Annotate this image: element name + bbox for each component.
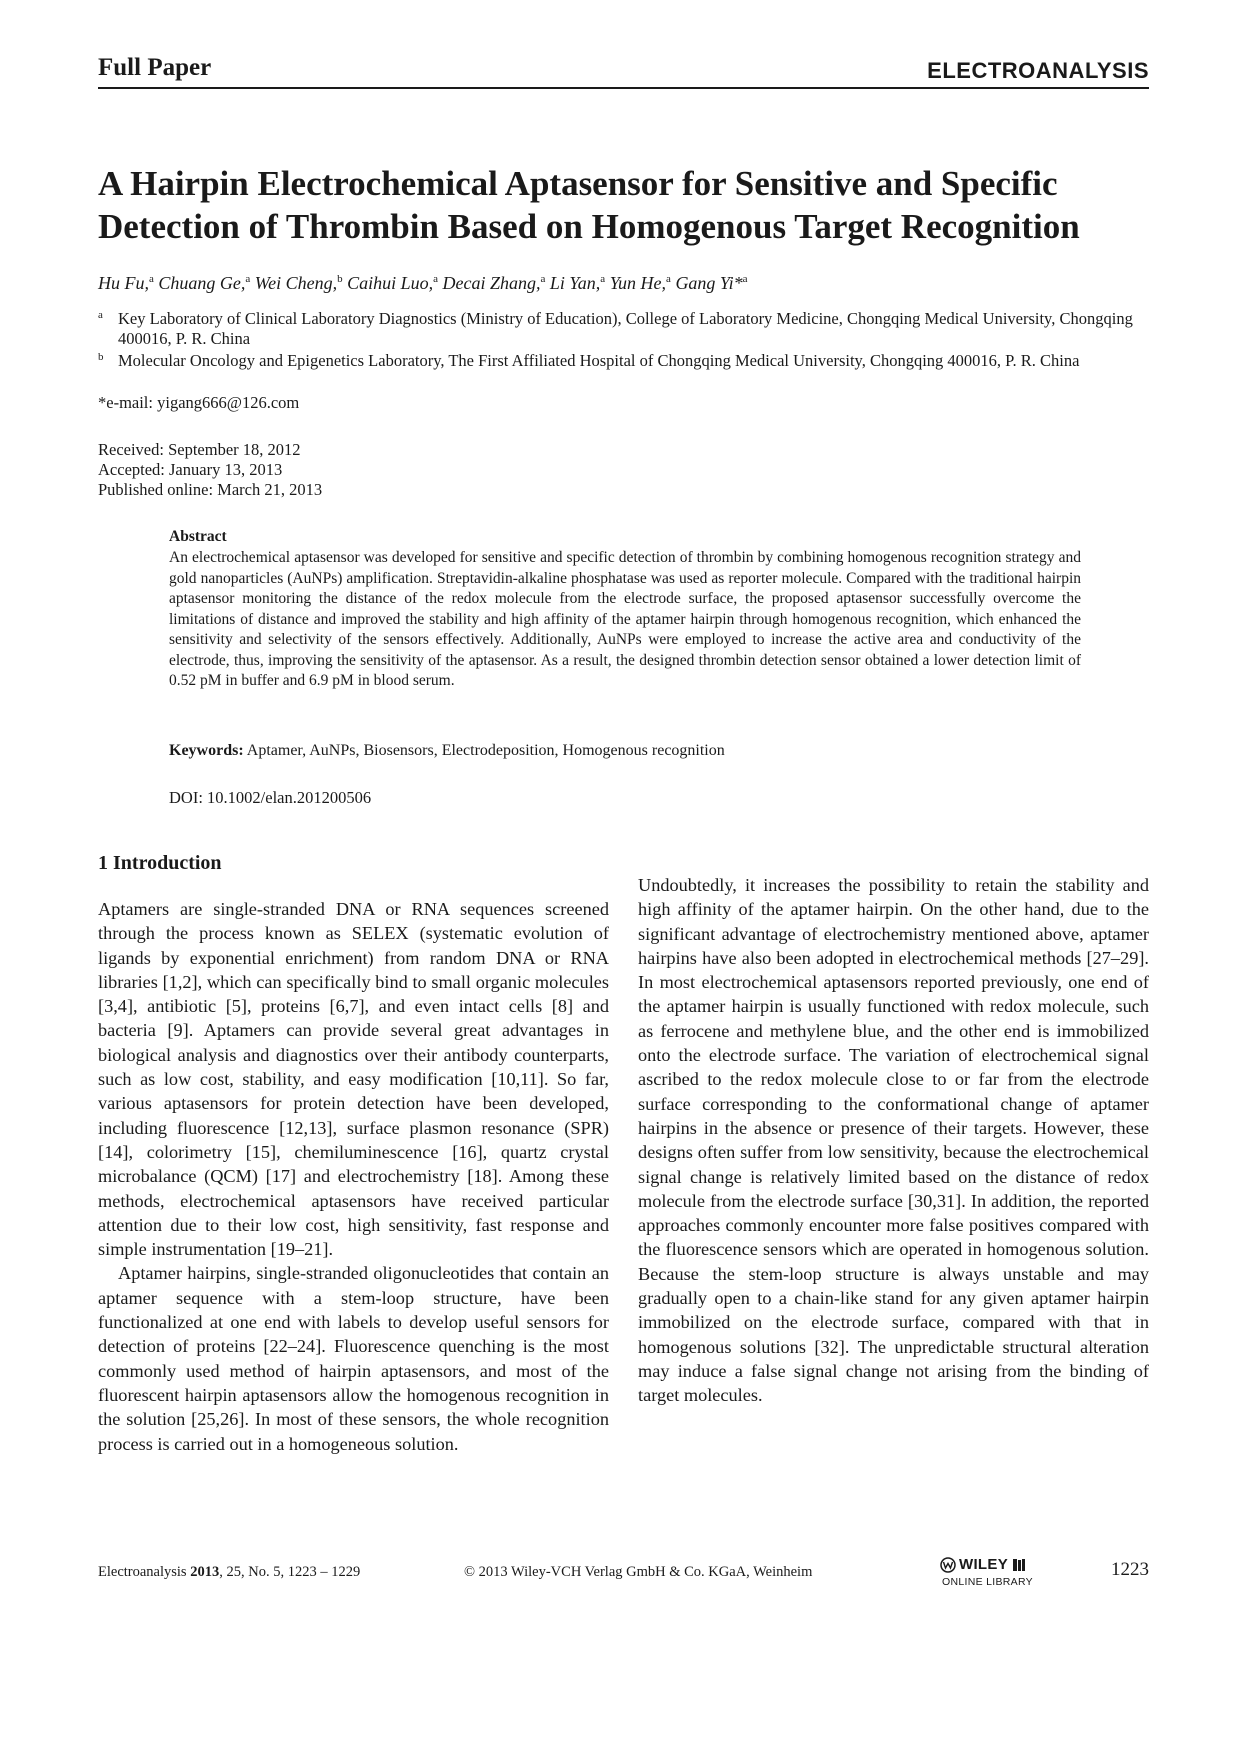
author: Li Yan,$^a$ [549,273,606,293]
journal-name: ELECTROANALYSIS [927,58,1149,83]
footer-year: 2013 [190,1564,220,1580]
book-icon [1011,1557,1027,1573]
doi: DOI: 10.1002/elan.201200506 [169,788,372,807]
footer-copyright: © 2013 Wiley-VCH Verlag GmbH & Co. KGaA, Weinheim [464,1564,813,1580]
author: Decai Zhang,$^a$ [442,273,546,293]
keywords-text: Aptamer, AuNPs, Biosensors, Electrodeposition, Homogenous recognition [246,742,725,759]
published-date: Published online: March 21, 2013 [98,480,323,499]
keywords-label: Keywords: [169,742,244,759]
author: Gang Yi*$^a$ [675,273,748,293]
column-right [638,873,1149,1408]
paragraph: Aptamers are single-stranded DNA or RNA sequences screened through the process known as SELEX (systematic evolution of ligands by exponential enrichment) from random DNA or RNA libraries [1,2], which can specifically bind to small organic molecules [3,4], antibiotic [5], proteins [6,7], and even intact cells [8] and bacteria [9]. Aptamers can provide several great advantages in biological analysis and diagnostics over their antibody counterparts, such as low cost, stability, and easy modification [10,11]. So far, various aptasensors for protein detection have been developed, including fluorescence [12,13], surface plasmon resonance (SPR) [14], colorimetry [15], chemiluminescence [16], quartz crystal microbalance (QCM) [17] and electrochemistry [18]. Among these methods, electrochemical aptasensors have received particular attention due to their low cost, high sensitivity, fast response and simple instrumentation [19–21]. [98,899,609,1260]
author: Yun He,$^a$ [609,273,671,293]
author: Caihui Luo,$^a$ [347,273,439,293]
affiliation-mark: b [98,351,104,363]
abstract-text: An electrochemical aptasensor was developed for sensitive and specific detection of thrombin by combining homogenous recognition strategy and gold nanoparticles (AuNPs) amplification. Streptavidin-alkaline phosphatase was used as reporter molecule. Compared with the traditional hairpin aptasensor monitoring the distance of the redox molecule from the electrode surface, the proposed aptasensor successfully overcome the limitations of distance and improved the stability and high affinity of the aptamer hairpin through homogenous recognition, which enhanced the sensitivity and selectivity of the sensors effectively. Additionally, AuNPs were employed to increase the active area and conductivity of the electrode, thus, improving the sensitivity of the aptasensor. As a result, the designed thrombin detection sensor obtained a lower detection limit of 0.52 pM in buffer and 6.9 pM in blood serum. [169,549,1081,689]
paragraph: Aptamer hairpins, single-stranded oligonucleotides that contain an aptamer sequence with a stem-loop structure, have been functionalized at one end with labels to develop useful sensors for detection of proteins [22–24]. Fluorescence quenching is the most commonly used method of hairpin aptasensors, and most of the fluorescent hairpin aptasensors allow the homogenous recognition in the solution [25,26]. In most of these sensors, the whole recognition process is carried out in a homogeneous solution. [98,1263,609,1454]
author: Chuang Ge,$^a$ [158,273,251,293]
affiliation-a [98,309,1148,349]
affiliation-b [98,351,1148,371]
column-left [98,897,609,1456]
author: Wei Cheng,$^b$ [254,273,343,293]
section-label: Full Paper [98,54,212,81]
paragraph: Undoubtedly, it increases the possibility to retain the stability and high affinity of the aptamer hairpin. On the other hand, due to the significant advantage of electrochemistry mentioned above, aptamer hairpins have also been adopted in electrochemical methods [27–29]. In most electrochemical aptasensors reported previously, one end of the aptamer hairpin is usually functioned with redox molecule, such as ferrocene and methylene blue, and the other end is immobilized onto the electrode surface. The variation of electrochemical signal ascribed to the redox molecule close to or far from the electrode surface corresponding to the conformational change of aptamer hairpins in the absence or presence of their targets. However, these designs often suffer from low sensitivity, because the electrochemical signal change is relatively limited based on the distance of redox molecule from the electrode surface [30,31]. In addition, the reported approaches commonly encounter more false positives compared with the fluorescence sensors which are operated in homogenous solution. Because the stem-loop structure is always unstable and may gradually open to a chain-like stand for any given aptamer hairpin immobilized on the electrode surface, compared with that in homogenous solutions [32]. The unpredictable structural alteration may induce a false signal change not arising from the binding of target molecules. [638,875,1149,1406]
header-rule [98,87,1149,89]
footer-journal: Electroanalysis [98,1564,187,1580]
wiley-logo [940,1556,1050,1592]
accepted-date: Accepted: January 13, 2013 [98,460,283,479]
corresponding-email: *e-mail: yigang666@126.com [98,393,300,412]
received-date: Received: September 18, 2012 [98,440,301,459]
author-list [98,273,748,294]
affiliation-mark: a [98,309,103,321]
section-heading-introduction: 1 Introduction [98,852,222,874]
page-number: 1223 [1111,1559,1149,1580]
wiley-emblem-icon [940,1557,956,1573]
abstract-heading: Abstract [169,528,227,545]
author: Hu Fu,$^a$ [98,273,154,293]
footer-citation [98,1564,360,1581]
article-dates [98,440,322,500]
footer-volume: , 25, No. 5, 1223 – 1229 [219,1564,361,1580]
paper-title: A Hairpin Electrochemical Aptasensor for Sensitive and Specific Detection of Thrombin Based on Homogenous Target Recognition [98,164,1080,246]
keywords [169,742,725,760]
wiley-wordmark: WILEY [959,1556,1008,1573]
wiley-subtitle: ONLINE LIBRARY [942,1576,1033,1588]
affiliation-text: Key Laboratory of Clinical Laboratory Diagnostics (Ministry of Education), College of Laboratory Medicine, Chongqing Medical University, Chongqing 400016, P. R. China [118,309,1133,348]
affiliation-text: Molecular Oncology and Epigenetics Laboratory, The First Affiliated Hospital of Chongqing Medical University, Chongqing 400016, P. R. China [118,351,1080,370]
